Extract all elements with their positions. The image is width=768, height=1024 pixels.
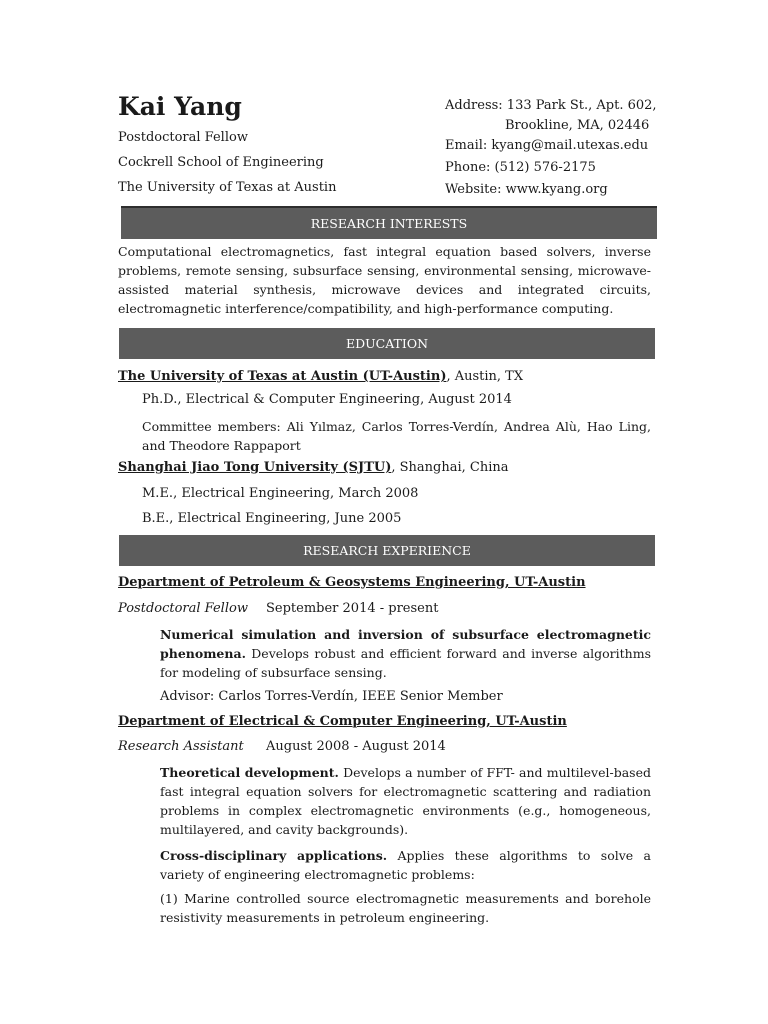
experience-item-cross-disciplinary (160, 846, 651, 884)
dept-petroleum: Department of Petroleum & Geosystems Engineering, UT-Austin (118, 575, 586, 590)
email-text: Email: kyang@mail.utexas.edu (445, 138, 649, 153)
item3-text: Applies these algorithms to solve a variety of engineering electromagnetic problems: (160, 848, 651, 882)
ut-location: , Austin, TX (446, 369, 524, 384)
advisor-text: Advisor: Carlos Torres-Verdín, IEEE Senior Member (160, 689, 503, 704)
address-line-1: Address: 133 Park St., Apt. 602, (445, 98, 657, 113)
education-sjtu-line (118, 460, 509, 475)
sjtu-name: Shanghai Jiao Tong University (SJTU) (118, 460, 392, 475)
ut-name: The University of Texas at Austin (UT-Austin) (118, 369, 447, 384)
section-header-research-interests: RESEARCH INTERESTS (121, 206, 657, 239)
item2-text: Develops a number of FFT- and multilevel-based fast integral equation solvers for electromagnetic scattering and radiation problems in complex electromagnetic environments (e.g., homogeneous, multilayered, and cavity backgrounds). (160, 765, 651, 837)
phd-degree: Ph.D., Electrical & Computer Engineering, August 2014 (142, 392, 512, 407)
role-postdoc: Postdoctoral Fellow (118, 601, 248, 616)
website-text: Website: www.kyang.org (445, 182, 608, 197)
experience-item-theoretical (160, 763, 651, 839)
address-line-2: Brookline, MA, 02446 (505, 118, 650, 133)
experience-item-numerical-simulation (160, 625, 651, 682)
item3-heading: Cross-disciplinary applications. (160, 848, 388, 863)
experience-item-marine: (1) Marine controlled source electromagnetic measurements and borehole resistivity measurements in petroleum engineering. (160, 891, 651, 925)
phone-text: Phone: (512) 576-2175 (445, 160, 596, 175)
school-name: Cockrell School of Engineering (118, 155, 324, 170)
person-name: Kai Yang (118, 92, 242, 121)
job-title: Postdoctoral Fellow (118, 130, 248, 145)
university-name: The University of Texas at Austin (118, 180, 337, 195)
section-header-education: EDUCATION (119, 328, 655, 359)
item2-heading: Theoretical development. (160, 765, 339, 780)
sjtu-location: , Shanghai, China (391, 460, 509, 475)
research-interests-text: Computational electromagnetics, fast integral equation based solvers, inverse problems, remote sensing, subsurface sensing, environmental sensing, microwave-assisted material synthesis, microwave devices and integrated circuits, electromagnetic interference/compatibility, and high-performance computing. (118, 244, 651, 316)
be-degree: B.E., Electrical Engineering, June 2005 (142, 511, 402, 526)
item1-text: Develops robust and efficient forward and inverse algorithms for modeling of subsurface sensing. (160, 646, 651, 680)
education-ut-line (118, 369, 523, 384)
dates-postdoc: September 2014 - present (266, 601, 439, 616)
me-degree: M.E., Electrical Engineering, March 2008 (142, 486, 419, 501)
section-header-research-experience: RESEARCH EXPERIENCE (119, 535, 655, 566)
role-research-assistant: Research Assistant (118, 739, 244, 754)
dept-ece: Department of Electrical & Computer Engineering, UT-Austin (118, 714, 567, 729)
committee-members: Committee members: Ali Yılmaz, Carlos Torres-Verdín, Andrea Alù, Hao Ling, and Theodore Rappaport (142, 419, 651, 453)
dates-research-assistant: August 2008 - August 2014 (266, 739, 446, 754)
item1-heading: Numerical simulation and inversion of subsurface electromagnetic phenomena. (160, 627, 651, 661)
